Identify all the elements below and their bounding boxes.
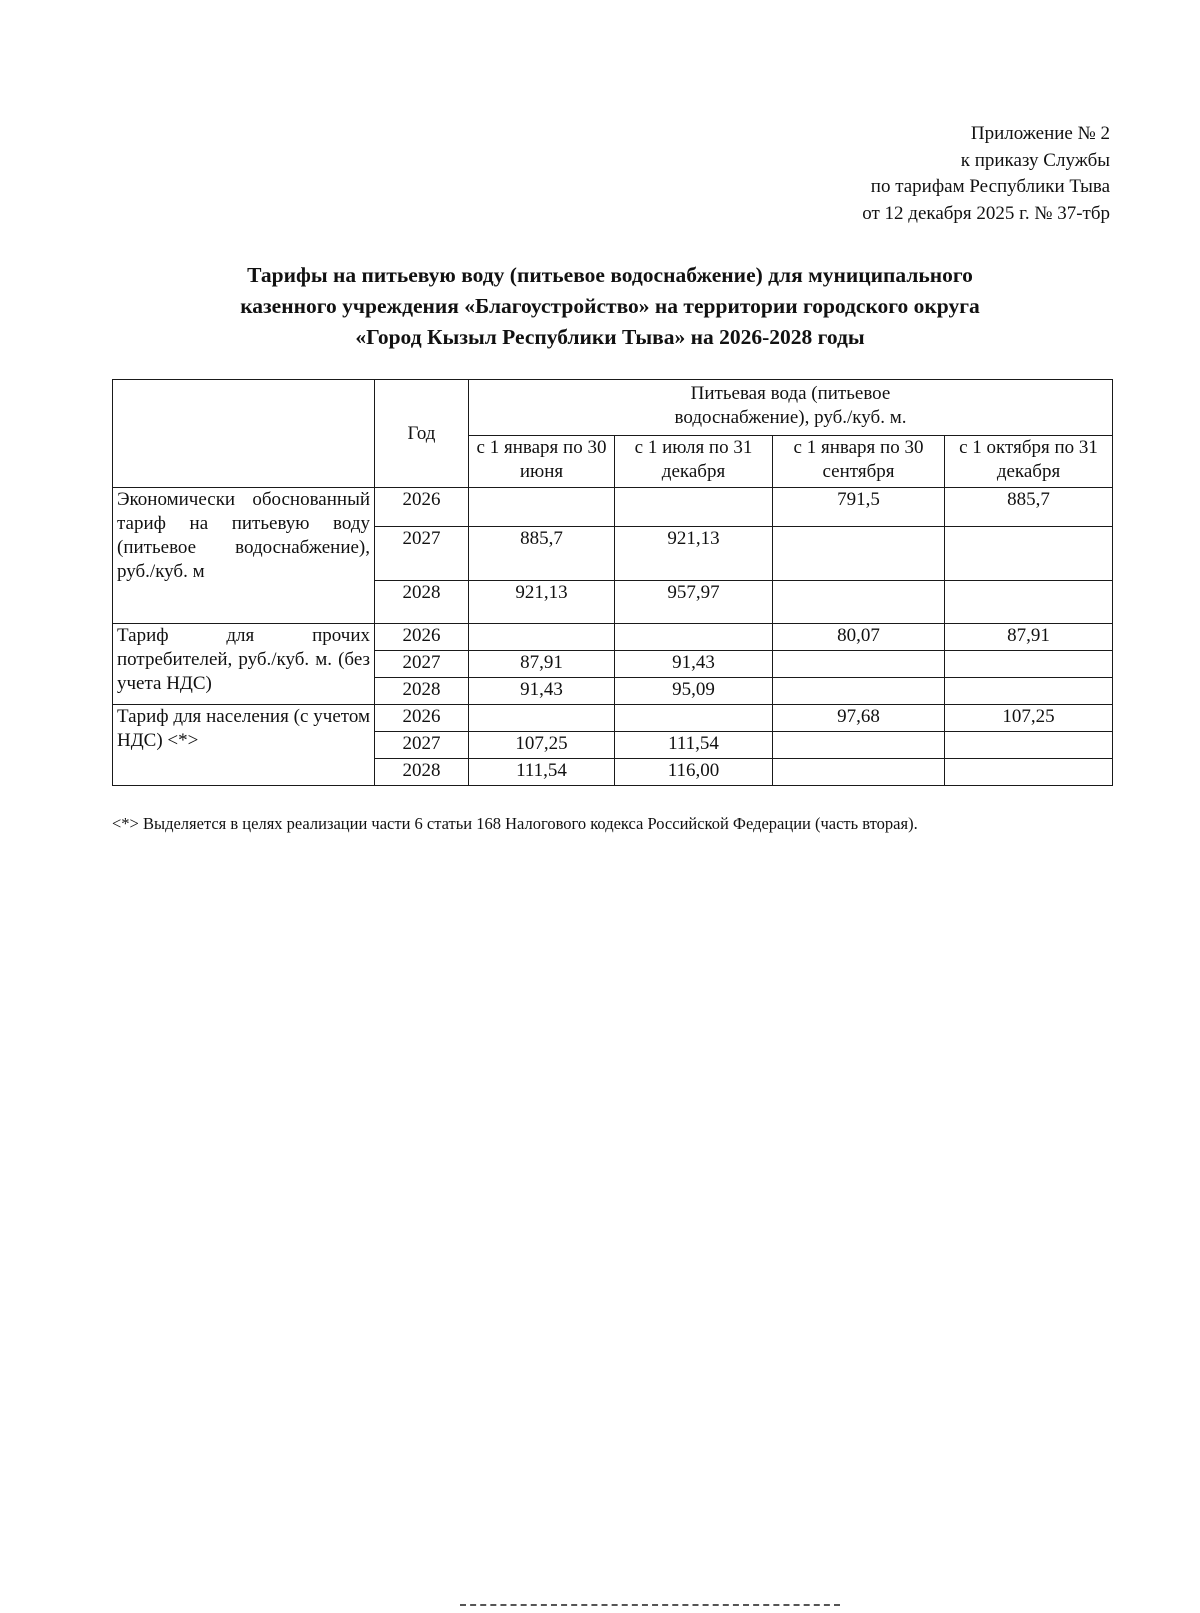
value-cell: 91,43	[469, 678, 615, 705]
value-cell	[615, 488, 773, 527]
value-cell	[773, 678, 945, 705]
year-cell: 2027	[375, 527, 469, 581]
value-cell: 97,68	[773, 705, 945, 732]
year-cell: 2027	[375, 732, 469, 759]
title-line: Тарифы на питьевую воду (питьевое водоснабжение) для муниципального	[247, 263, 973, 287]
value-cell	[469, 705, 615, 732]
value-cell	[773, 651, 945, 678]
value-cell: 107,25	[469, 732, 615, 759]
value-cell: 95,09	[615, 678, 773, 705]
year-cell: 2028	[375, 678, 469, 705]
year-cell: 2026	[375, 624, 469, 651]
value-cell	[945, 527, 1113, 581]
appendix-line: Приложение № 2	[970, 123, 1110, 144]
header-period-jan-jun: с 1 января по 30 июня	[469, 436, 615, 488]
value-cell	[945, 581, 1113, 624]
value-cell: 885,7	[945, 488, 1113, 527]
value-cell: 957,97	[615, 581, 773, 624]
header-empty-cell	[113, 380, 375, 488]
header-year: Год	[375, 380, 469, 488]
value-cell	[773, 732, 945, 759]
value-cell: 87,91	[469, 651, 615, 678]
row-label-other-consumers: Тариф для прочих потребителей, руб./куб. м. (без учета НДС)	[113, 624, 375, 705]
scan-edge-line	[460, 1604, 840, 1606]
value-cell: 107,25	[945, 705, 1113, 732]
header-period-oct-dec: с 1 октября по 31 декабря	[945, 436, 1113, 488]
footnote: <*> Выделяется в целях реализации части 6 статьи 168 Налогового кодекса Российской Федерации (часть вторая).	[112, 814, 918, 833]
tariff-table	[112, 379, 1113, 786]
value-cell: 111,54	[615, 732, 773, 759]
value-cell	[773, 581, 945, 624]
header-group: Питьевая вода (питьевое водоснабжение), руб./куб. м.	[469, 380, 1113, 436]
value-cell: 87,91	[945, 624, 1113, 651]
value-cell	[469, 624, 615, 651]
value-cell	[945, 651, 1113, 678]
title-line: казенного учреждения «Благоустройство» на территории городского округа	[240, 294, 980, 318]
title-line: «Город Кызыл Республики Тыва» на 2026-2028 годы	[355, 325, 865, 349]
appendix-line: к приказу Службы	[960, 149, 1110, 171]
row-label-population: Тариф для населения (с учетом НДС) <*>	[113, 705, 375, 786]
value-cell	[469, 488, 615, 527]
year-cell: 2028	[375, 581, 469, 624]
appendix-line: от 12 декабря 2025 г. № 37-тбр	[862, 202, 1110, 224]
value-cell	[945, 678, 1113, 705]
year-cell: 2028	[375, 759, 469, 786]
value-cell: 885,7	[469, 527, 615, 581]
document-title	[110, 260, 1110, 353]
row-label-economic-tariff: Экономически обоснованный тариф на питьевую воду (питьевое водоснабжение), руб./куб. м	[113, 488, 375, 624]
value-cell: 80,07	[773, 624, 945, 651]
appendix-line: по тарифам Республики Тыва	[870, 176, 1110, 197]
value-cell	[615, 705, 773, 732]
value-cell	[773, 759, 945, 786]
value-cell: 791,5	[773, 488, 945, 527]
value-cell: 91,43	[615, 651, 773, 678]
value-cell: 921,13	[615, 527, 773, 581]
value-cell: 921,13	[469, 581, 615, 624]
header-period-jul-dec: с 1 июля по 31 декабря	[615, 436, 773, 488]
year-cell: 2026	[375, 488, 469, 527]
value-cell	[773, 527, 945, 581]
year-cell: 2026	[375, 705, 469, 732]
value-cell: 111,54	[469, 759, 615, 786]
value-cell	[945, 732, 1113, 759]
value-cell	[945, 759, 1113, 786]
appendix-header	[862, 121, 1110, 227]
year-cell: 2027	[375, 651, 469, 678]
header-period-jan-sep: с 1 января по 30 сентября	[773, 436, 945, 488]
value-cell: 116,00	[615, 759, 773, 786]
value-cell	[615, 624, 773, 651]
